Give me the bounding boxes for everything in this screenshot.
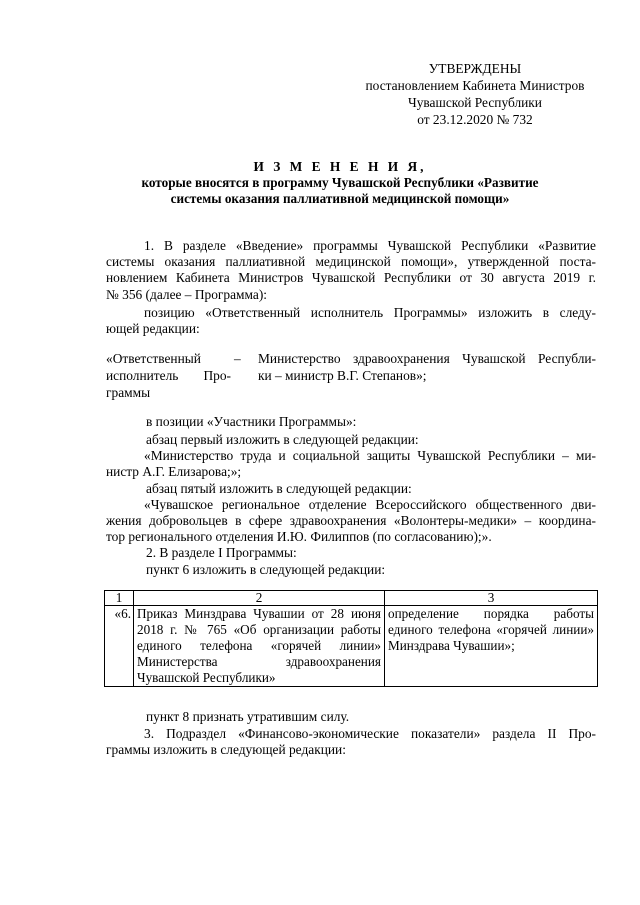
paragraph-line: тор регионального отделения И.Ю. Филиппов (по согласованию);». [106,529,492,545]
paragraph-line: позицию «Ответственный исполнитель Программы» изложить в следу- [144,305,596,320]
paragraph-line: № 356 (далее – Программа): [106,286,268,302]
paragraph-line: «Чувашское региональное отделение Всероссийского общественного дви- [144,497,596,512]
table-cell-document: Приказ Минздрава Чувашии от 28 июня 2018 г. № 765 «Об организации работы единого телефона «горячей линии» Министерства здравоохранения Чувашской Республики» [134,606,385,687]
table-row [105,606,598,687]
table-cell-number: «6. [105,606,134,687]
volunteers-paragraph [106,497,596,546]
paragraph-first-instruction: абзац первый изложить в следующей редакции: [146,432,419,447]
paragraph-1 [106,238,596,303]
approval-stamp [340,60,610,128]
section-3-paragraph [106,726,596,758]
table-cell-description: определение порядка работы единого телефона «горячей линии» Минздрава Чувашии»; [385,606,598,687]
item-8-instruction: пункт 8 признать утратившим силу. [146,709,350,724]
approval-date-number: от 23.12.2020 № 732 [417,112,533,127]
approval-republic: Чувашской Республики [408,95,542,110]
participants-heading: в позиции «Участники Программы»: [146,414,357,429]
paragraph-line: жения добровольцев в сфере здравоохранения «Волонтеры-медики» – координа- [106,513,596,529]
label-line: исполнитель Про- [106,368,231,383]
paragraph-line: 1. В разделе «Введение» программы Чувашской Республики «Развитие [144,238,596,253]
label-line: граммы [106,385,151,400]
paragraph-line: системы оказания паллиативной медицинской помощи», утвержденной поста- [106,254,596,270]
paragraph-line: граммы изложить в следующей редакции: [106,742,346,758]
approval-heading: УТВЕРЖДЕНЫ [428,61,522,76]
label-line: «Ответственный [106,351,201,366]
paragraph-line: «Министерство труда и социальной защиты Чувашской Республики – ми- [144,448,596,463]
value-line: ки – министр В.Г. Степанов»; [258,368,427,383]
table-header-cell: 3 [385,591,598,606]
title-sub-line-2: системы оказания паллиативной медицинской помощи» [170,191,510,206]
responsible-executor-block [106,350,596,402]
responsible-value [258,350,596,384]
responsible-label [106,350,231,401]
paragraph-line: нистр А.Г. Елизарова;»; [106,464,242,480]
table-header-cell: 1 [105,591,134,606]
paragraph-fifth-instruction: абзац пятый изложить в следующей редакции: [146,481,412,496]
approval-authority: постановлением Кабинета Министров [365,78,585,93]
paragraph-line: 3. Подраздел «Финансово-экономические показатели» раздела II Про- [144,726,596,741]
paragraph-line: ющей редакции: [106,321,200,337]
title-main: И З М Е Н Е Н И Я, [253,159,427,174]
item-6-instruction: пункт 6 изложить в следующей редакции: [146,562,386,577]
table-header-row [105,591,598,606]
paragraph-2 [106,305,596,337]
ministry-labor-paragraph [106,448,596,480]
title-sub-line-1: которые вносятся в программу Чувашской Республики «Развитие [141,175,539,190]
amendment-table [104,590,598,687]
dash-separator: – [234,351,241,366]
section-2-heading: 2. В разделе I Программы: [146,545,297,560]
value-line: Министерство здравоохранения Чувашской Республи- [258,351,596,366]
paragraph-line: новлением Кабинета Министров Чувашской Республики от 30 августа 2019 г. [106,270,596,286]
document-title [80,158,600,207]
table-header-cell: 2 [134,591,385,606]
